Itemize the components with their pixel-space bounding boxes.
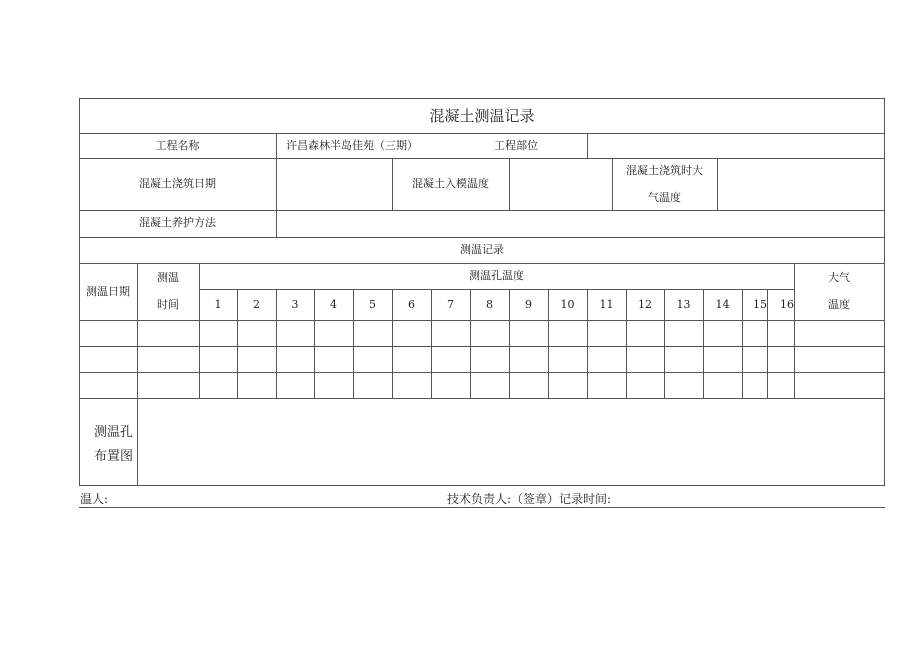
- time-column-label-line2: 时间: [157, 298, 179, 311]
- line-below-row2: [79, 210, 885, 211]
- footer-measurer: 温人:: [80, 492, 109, 506]
- project-name-label: 工程名称: [155, 139, 200, 152]
- row2-divider-5: [717, 158, 718, 210]
- air-temp-label-line1: 混凝土浇筑时大: [626, 164, 703, 177]
- hole-number: 13: [676, 298, 691, 311]
- air-column-label-line1: 大气: [828, 271, 850, 284]
- line-below-layout: [79, 485, 885, 486]
- hole-number: 3: [291, 298, 299, 311]
- row2-divider-1: [276, 158, 277, 210]
- line-below-row3: [79, 237, 885, 238]
- row1-divider-2: [587, 133, 588, 158]
- hole-number: 14: [715, 298, 730, 311]
- hole-number: 11: [599, 298, 614, 311]
- time-column-label-line1: 测温: [157, 271, 179, 284]
- hole-number: 7: [447, 298, 454, 311]
- layout-drawing-area[interactable]: [138, 399, 884, 485]
- project-part-label: 工程部位: [494, 139, 538, 152]
- mold-temp-label: 混凝土入模温度: [412, 177, 489, 190]
- pour-date-label: 混凝土浇筑日期: [139, 177, 216, 190]
- layout-label-line1: 测温孔: [94, 425, 134, 440]
- air-temp-label-line2: 气温度: [648, 191, 681, 204]
- hole-number: 4: [330, 298, 337, 311]
- project-name-value: 许昌森林半岛佳苑（三期）: [286, 139, 418, 152]
- air-column-label-line2: 温度: [828, 298, 850, 311]
- row3-divider: [276, 210, 277, 237]
- line-below-row1: [79, 158, 885, 159]
- curing-method-label: 混凝土养护方法: [139, 216, 216, 229]
- border-top: [79, 98, 885, 99]
- hole-number: 15: [753, 298, 767, 311]
- hole-number: 10: [560, 298, 575, 311]
- hole-number: 12: [638, 298, 652, 311]
- line-below-hole-label: [199, 289, 794, 290]
- hole-number: 1: [214, 298, 222, 311]
- border-right: [884, 98, 885, 486]
- hole-number: 16: [780, 298, 794, 311]
- record-header: 测温记录: [460, 243, 504, 256]
- row1-divider-1: [276, 133, 277, 158]
- row2-divider-3: [509, 158, 510, 210]
- hole-number: 5: [369, 298, 376, 311]
- col-time-divider: [199, 263, 200, 398]
- hole-number: 9: [525, 298, 532, 311]
- layout-label-line2: 布置图: [94, 449, 134, 464]
- hole-temp-label: 测温孔温度: [469, 269, 524, 282]
- date-column-label: 测温日期: [86, 285, 130, 298]
- footer-baseline: [79, 507, 885, 508]
- hole-number: 8: [486, 298, 493, 311]
- hole-number: 2: [253, 298, 260, 311]
- footer-signers: 技术负责人:（签章）记录时间:: [447, 492, 612, 506]
- line-below-title: [79, 133, 885, 134]
- form-title: 混凝土测温记录: [429, 107, 535, 125]
- hole-number: 6: [408, 298, 415, 311]
